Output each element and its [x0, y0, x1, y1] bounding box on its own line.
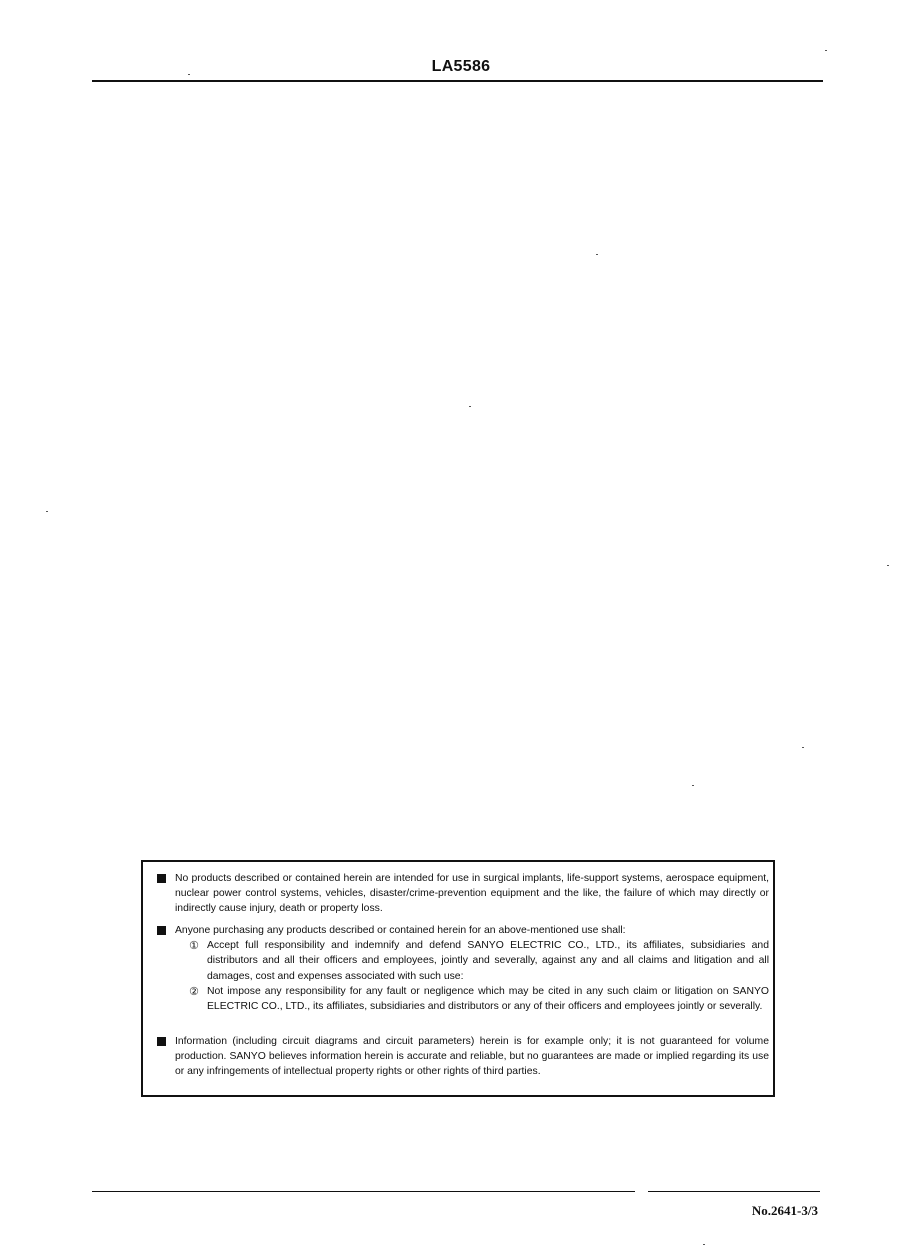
- scan-speck: [469, 406, 471, 407]
- document-number: No.2641-3/3: [751, 1203, 818, 1218]
- square-bullet-icon: [157, 874, 166, 883]
- square-bullet-icon: [157, 926, 166, 935]
- scan-speck: [825, 50, 827, 51]
- scan-speck: [703, 1244, 705, 1245]
- scan-speck: [596, 254, 598, 255]
- notice-box: [141, 860, 775, 1097]
- footer-rule: [648, 1191, 820, 1192]
- header-rule: [92, 80, 823, 82]
- notice-item-text: Anyone purchasing any products described or contained herein for an above-mentioned use shall:: [175, 925, 626, 936]
- notice-subitem-text: Not impose any responsibility for any fault or negligence which may be cited in any such claim or litigation on SANYO ELECTRIC CO., LTD., its affiliates, subsidiaries and distributors or any of their officers and employees jointly or severally.: [207, 985, 769, 1013]
- square-bullet-icon: [157, 1037, 166, 1046]
- scan-speck: [802, 747, 804, 748]
- footer-rule: [92, 1191, 635, 1192]
- scan-speck: [692, 785, 694, 786]
- notice-item-text: No products described or contained herein are intended for use in surgical implants, life-support systems, aerospace equipment, nuclear power control systems, vehicles, disaster/crime-prevention equipment and the like, the failure of which may directly or indirectly cause injury, death or property loss.: [175, 873, 769, 915]
- scan-speck: [188, 74, 190, 75]
- notice-subitem-2: [189, 984, 769, 1014]
- scan-speck: [887, 565, 889, 566]
- notice-item-1: [157, 871, 769, 917]
- circled-one-icon: ①: [189, 939, 199, 953]
- page-title: LA5586: [431, 58, 491, 75]
- notice-item-3: [157, 1034, 769, 1080]
- notice-subitem-1: [189, 938, 769, 984]
- circled-two-icon: ②: [189, 984, 199, 998]
- scan-speck: [46, 511, 48, 512]
- notice-item-text: Information (including circuit diagrams and circuit parameters) herein is for example only; it is not guaranteed for volume production. SANYO believes information herein is accurate and reliable, but no guarantees are made or implied regarding its use or any infringements of intellectual property rights or other rights of third parties.: [175, 1036, 769, 1078]
- notice-subitem-text: Accept full responsibility and indemnify and defend SANYO ELECTRIC CO., LTD., its affiliates, subsidiaries and distributors and all their officers and employees, jointly and severally, against any and all claims and litigation and all damages, cost and expenses associated with such use:: [207, 940, 769, 982]
- notice-item-2: [157, 923, 769, 1014]
